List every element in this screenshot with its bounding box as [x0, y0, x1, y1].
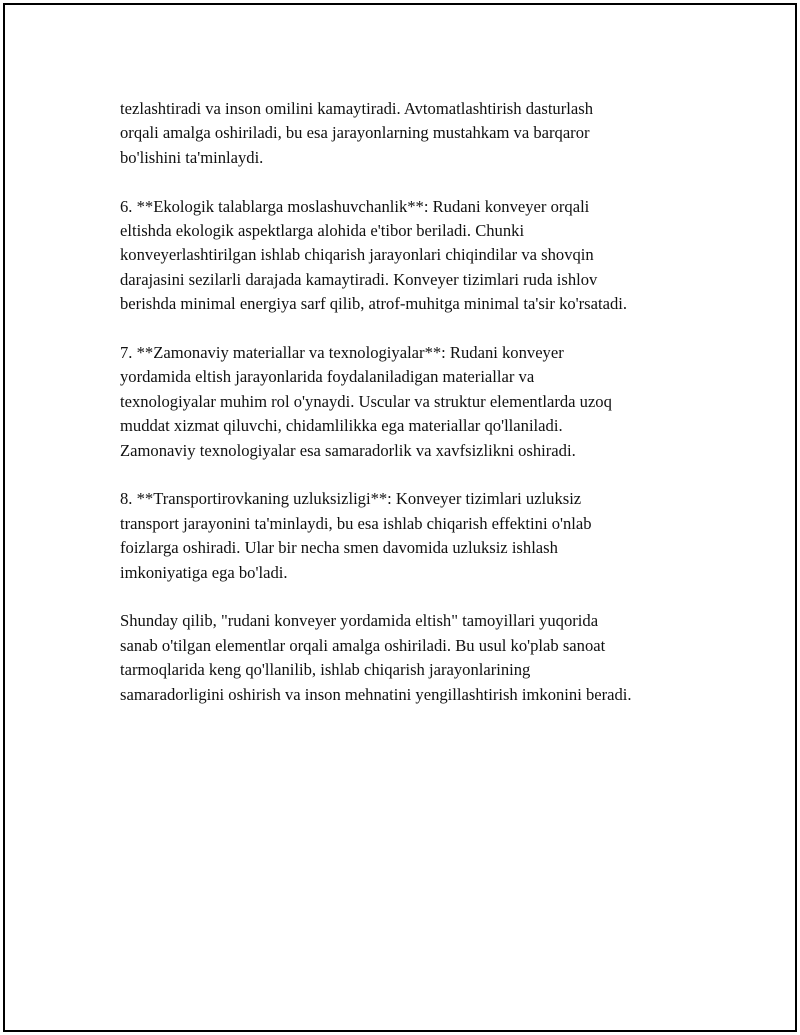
text-line: konveyerlashtirilgan ishlab chiqarish jarayonlari chiqindilar va shovqin	[120, 245, 594, 265]
paragraph-intro-continuation	[120, 97, 700, 170]
text-line: 7. **Zamonaviy materiallar va texnologiyalar**: Rudani konveyer	[120, 343, 564, 363]
text-line: darajasini sezilarli darajada kamaytiradi. Konveyer tizimlari ruda ishlov	[120, 269, 598, 289]
text-line: 8. **Transportirovkaning uzluksizligi**: Konveyer tizimlari uzluksiz	[120, 489, 582, 509]
paragraph-conclusion	[120, 609, 700, 707]
text-line: texnologiyalar muhim rol o'ynaydi. Uscular va struktur elementlarda uzoq	[120, 391, 612, 411]
text-line: transport jarayonini ta'minlaydi, bu esa ishlab chiqarish effektini o'nlab	[120, 513, 592, 533]
text-line: tezlashtiradi va inson omilini kamaytiradi. Avtomatlashtirish dasturlash	[120, 99, 593, 118]
text-line: Zamonaviy texnologiyalar esa samaradorlik va xavfsizlikni oshiradi.	[120, 440, 576, 460]
document-body	[120, 97, 700, 731]
text-line: berishda minimal energiya sarf qilib, atrof-muhitga minimal ta'sir ko'rsatadi.	[120, 294, 628, 314]
text-line: tarmoqlarida keng qo'llanilib, ishlab chiqarish jarayonlarining	[120, 660, 531, 680]
paragraph-item-6	[120, 195, 700, 317]
document-page	[3, 3, 797, 1032]
paragraph-item-7	[120, 341, 700, 463]
text-line: samaradorligini oshirish va inson mehnatini yengillashtirish imkonini beradi.	[120, 684, 632, 704]
text-line: bo'lishini ta'minlaydi.	[120, 147, 264, 167]
text-line: imkoniyatiga ega bo'ladi.	[120, 562, 288, 582]
text-line: eltishda ekologik aspektlarga alohida e'tibor beriladi. Chunki	[120, 221, 525, 241]
text-line: Shunday qilib, "rudani konveyer yordamida eltish" tamoyillari yuqorida	[120, 611, 599, 631]
text-line: 6. **Ekologik talablarga moslashuvchanlik**: Rudani konveyer orqali	[120, 196, 590, 216]
text-line: muddat xizmat qiluvchi, chidamlilikka ega materiallar qo'llaniladi.	[120, 416, 563, 436]
text-line: orqali amalga oshiriladi, bu esa jarayonlarning mustahkam va barqaror	[120, 123, 590, 143]
text-line: sanab o'tilgan elementlar orqali amalga oshiriladi. Bu usul ko'plab sanoat	[120, 635, 606, 655]
text-line: foizlarga oshiradi. Ular bir necha smen davomida uzluksiz ishlash	[120, 538, 558, 558]
text-line: yordamida eltish jarayonlarida foydalaniladigan materiallar va	[120, 367, 535, 387]
paragraph-item-8	[120, 487, 700, 585]
